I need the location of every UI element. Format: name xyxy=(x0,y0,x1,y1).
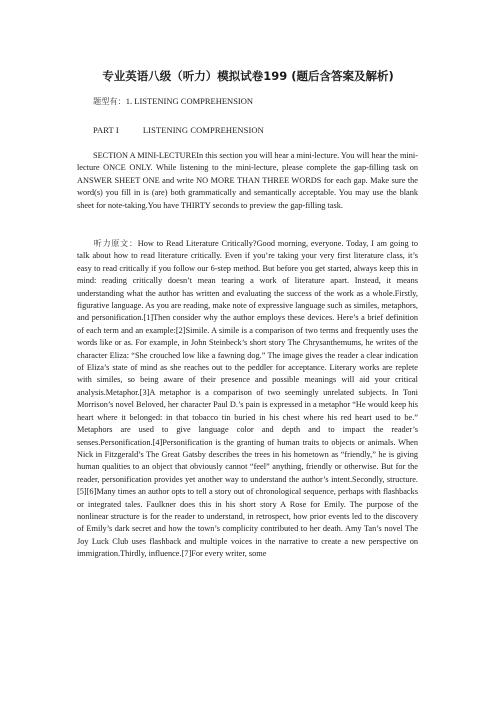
part-number: PART I xyxy=(93,125,119,135)
transcript-text: How to Read Literature Critically?Good morning, everyone. Today, I am going to talk about how to read literature critically. Even if you’re taking your very first literature class, it’s easy to read critically if you follow our 6-step method. But before you get started, always keep this in mind: reading critically doesn’t mean tearing a work of literature apart. Instead, it means understanding what the author has written and evaluating the success of the work as a whole.Firstly, figurative language. As you are reading, make note of expressive language such as similes, metaphors, and personification.[1]Then consider why the author employs these devices. Here’s a brief definition of each term and an example:[2]Simile. A simile is a comparison of two terms and frequently uses the words like or as. For example, in John Steinbeck’s short story The Chrysanthemums, he writes of the character Eliza: “She crouched low like a fawning dog.” The image gives the reader a clear indication of Eliza’s state of mind as she reaches out to the peddler for acceptance. Literary works are replete with similes, so being aware of their presence and possible meanings will aid your critical analysis.Metaphor.[3]A metaphor is a comparison of two seemingly unrelated subjects. In Toni Morrison’s novel Beloved, her character Paul D.’s pain is expressed in a metaphor “He would keep his heart where it belonged: in that tobacco tin buried in his chest where his red heart used to be.” Metaphors are used to give language color and depth and to impact the reader’s senses.Personification.[4]Personification is the granting of human traits to objects or animals. When Nick in Fitzgerald’s The Great Gatsby describes the trees in his hometown as “friendly,” he is giving human qualities to an object that obviously cannot “feel” anything, friendly or otherwise. But for the reader, personification provides yet another way to understand the author’s intent.Secondly, structure.[5][6]Many times an author opts to tell a story out of chronological sequence, perhaps with flashbacks or integrated tales. Faulkner does this in his short story A Rose for Emily. The purpose of the nonlinear structure is for the reader to understand, in retrospect, how prior events led to the discovery of Emily’s dark secret and how the town’s complicity contributed to her death. Amy Tan’s novel The Joy Luck Club uses flashback and multiple voices in the narrative to create a new perspective on immigration.Thirdly, influence.[7]For every writer, some xyxy=(77,239,418,559)
question-type-label: 题型有： xyxy=(93,96,126,106)
document-title: 专业英语八级（听力）模拟试卷199 (题后含答案及解析) xyxy=(102,69,394,83)
part-heading xyxy=(93,125,264,135)
instructions-text: SECTION A MINI-LECTUREIn this section you will hear a mini-lecture. You will hear the mini-lecture ONCE ONLY. While listening to the mini-lecture, please complete the gap-filling task on ANSWER SHEET ONE and write NO MORE THAN THREE WORDS for each gap. Make sure the word(s) you fill in is (are) both grammatically and semantically acceptable. You may use the blank sheet for note-taking.You have THIRTY seconds to preview the gap-filling task. xyxy=(77,151,418,210)
question-type-value: 1. LISTENING COMPREHENSION xyxy=(125,96,254,106)
transcript-paragraph xyxy=(77,238,418,561)
part-title: LISTENING COMPREHENSION xyxy=(142,125,264,135)
instructions-paragraph xyxy=(77,150,418,212)
question-type-line xyxy=(93,96,253,107)
transcript-label: 听力原文： xyxy=(93,239,138,248)
